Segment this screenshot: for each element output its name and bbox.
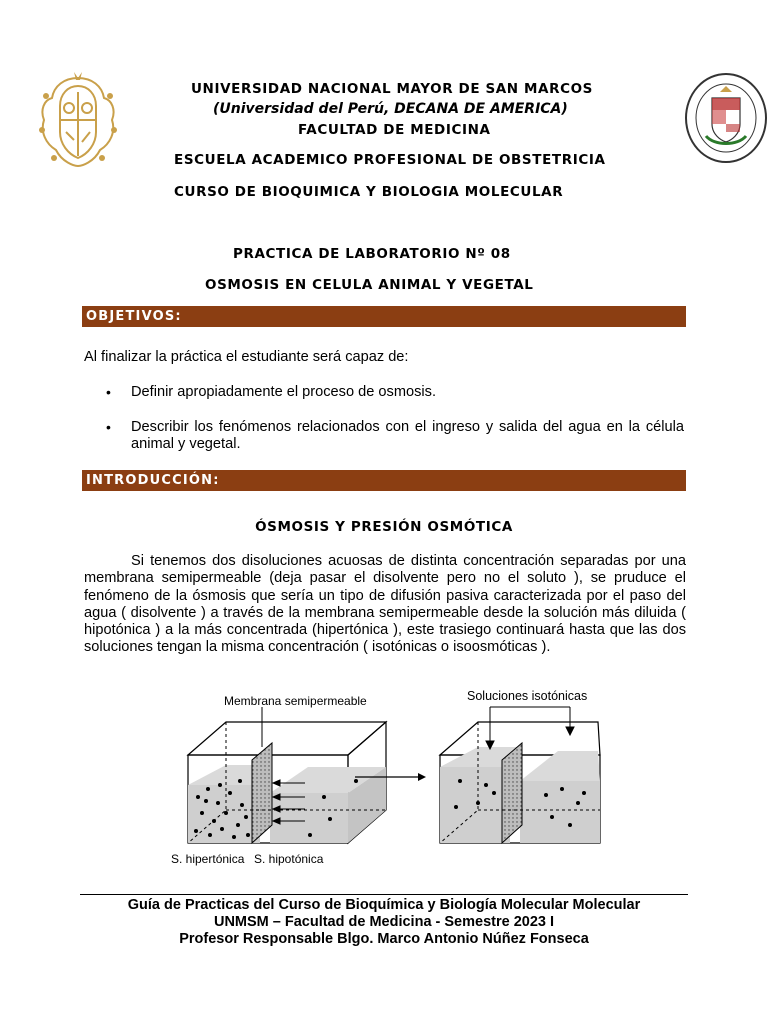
introduction-heading: INTRODUCCIÓN:	[82, 470, 686, 491]
footer-divider	[80, 894, 688, 895]
objectives-heading: OBJETIVOS:	[82, 306, 686, 327]
label-hypertonic: S. hipertónica	[171, 852, 245, 866]
osmosis-after-box	[440, 707, 600, 843]
footer-line-1: Guía de Practicas del Curso de Bioquímica y Biología Molecular Molecular	[127, 897, 641, 913]
footer-line-2: UNMSM – Facultad de Medicina - Semestre 2023 I	[213, 914, 555, 930]
school-name: ESCUELA ACADEMICO PROFESIONAL DE OBSTETRICIA	[174, 152, 606, 168]
objective-item: Definir apropiadamente el proceso de osmosis.	[131, 384, 437, 400]
practice-title: PRACTICA DE LABORATORIO Nº 08	[233, 246, 511, 262]
section-title: ÓSMOSIS Y PRESIÓN OSMÓTICA	[255, 519, 513, 535]
intro-paragraph: Si tenemos dos disoluciones acuosas de distinta concentración separadas por una membrana semipermeable (deja pasar el disolvente pero no el soluto ), se pruduce el fenómeno de la ósmosis que sería un tipo de difusión pasiva caracterizada por el paso del agua ( disolvente ) a través de la membrana semipermeable desde la solución más diluida ( hipotónica ) a la más concentrada (hipertónica ), este trasiego continuará hasta que las dos soluciones tengan la misma concentración ( isotónicas o isoosmóticas ).	[84, 553, 686, 656]
bullet-marker: •	[106, 419, 111, 435]
university-name: UNIVERSIDAD NACIONAL MAYOR DE SAN MARCOS	[191, 81, 593, 97]
label-membrane: Membrana semipermeable	[224, 694, 367, 708]
label-isotonic: Soluciones isotónicas	[467, 689, 588, 703]
objective-item: Describir los fenómenos relacionados con el ingreso y salida del agua en la célula animal y vegetal.	[131, 419, 684, 453]
osmosis-diagram	[160, 685, 610, 870]
university-subtitle: (Universidad del Perú, DECANA DE AMERICA)	[213, 101, 568, 117]
bullet-marker: •	[106, 384, 111, 400]
osmosis-before-box	[188, 707, 386, 843]
practice-topic: OSMOSIS EN CELULA ANIMAL Y VEGETAL	[205, 277, 534, 293]
faculty-seal-logo	[684, 72, 768, 164]
university-crest-logo	[34, 70, 122, 170]
course-name: CURSO DE BIOQUIMICA Y BIOLOGIA MOLECULAR	[174, 184, 564, 200]
objectives-intro: Al finalizar la práctica el estudiante será capaz de:	[84, 349, 409, 365]
label-hypotonic: S. hipotónica	[254, 852, 324, 866]
footer-line-3: Profesor Responsable Blgo. Marco Antonio Núñez Fonseca	[179, 931, 589, 947]
faculty-name: FACULTAD DE MEDICINA	[298, 122, 491, 138]
